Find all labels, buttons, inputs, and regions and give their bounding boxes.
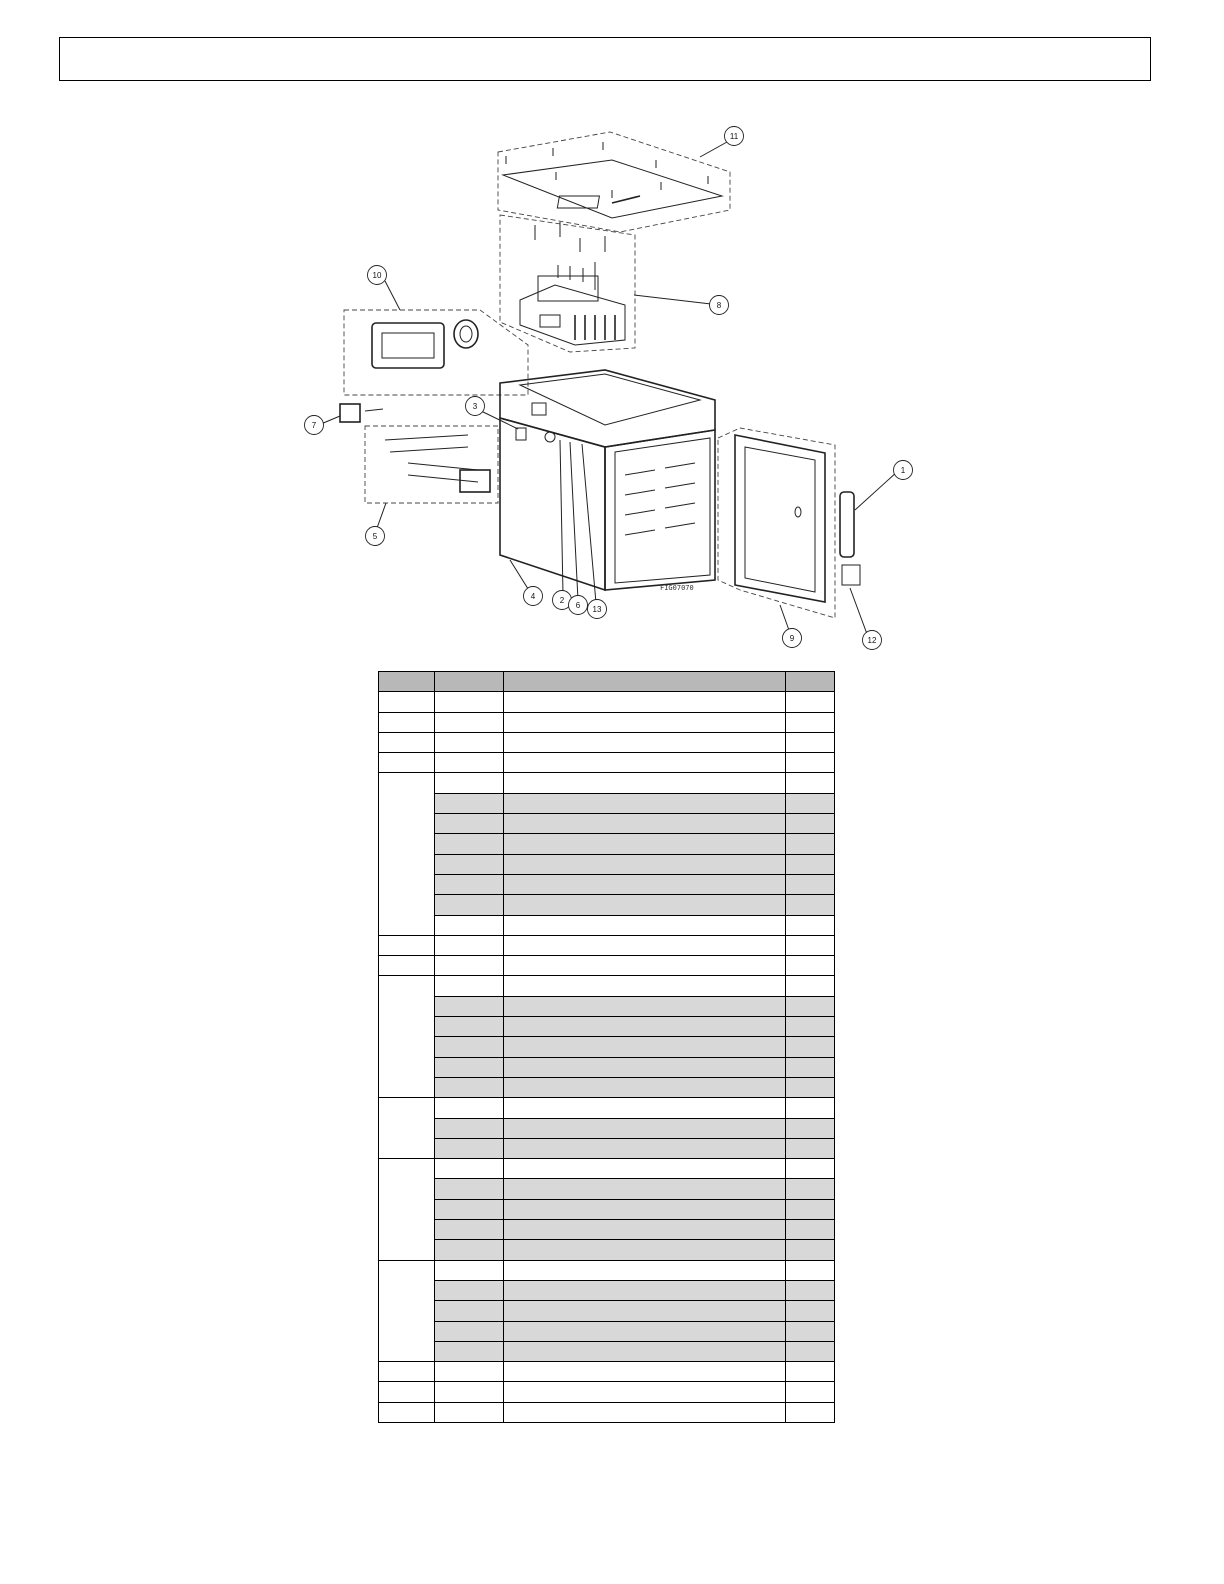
control-module-group (500, 215, 635, 352)
description-cell (504, 1301, 786, 1321)
item-cell (379, 1382, 435, 1402)
part-cell (435, 976, 504, 996)
qty-cell (786, 753, 835, 773)
description-cell (504, 692, 786, 712)
table-row (379, 814, 835, 834)
header-box (59, 37, 1151, 81)
part-cell (435, 732, 504, 752)
part-cell (435, 854, 504, 874)
table-row (379, 793, 835, 813)
latch-group (840, 492, 860, 585)
part-cell (435, 814, 504, 834)
svg-text:11: 11 (729, 132, 739, 141)
qty-cell (786, 1280, 835, 1300)
description-cell (504, 793, 786, 813)
table-row (379, 1402, 835, 1422)
callout-12 (863, 631, 882, 650)
item-cell (379, 773, 435, 935)
description-cell (504, 1179, 786, 1199)
part-cell (435, 1362, 504, 1382)
qty-cell (786, 1179, 835, 1199)
callout-3 (466, 397, 485, 416)
part-cell (435, 1118, 504, 1138)
callout-11 (725, 127, 744, 146)
svg-text:1: 1 (900, 466, 906, 475)
description-cell (504, 834, 786, 854)
description-cell (504, 935, 786, 955)
part-cell (435, 915, 504, 935)
door-group (718, 428, 835, 618)
table-row (379, 895, 835, 915)
table-row (379, 915, 835, 935)
part-cell (435, 956, 504, 976)
table-row (379, 1240, 835, 1260)
table-row (379, 1341, 835, 1361)
col-part-header (435, 672, 504, 692)
description-cell (504, 1220, 786, 1240)
table-row (379, 1199, 835, 1219)
part-cell (435, 1077, 504, 1097)
item-cell (379, 732, 435, 752)
part-cell (435, 1341, 504, 1361)
svg-text:13: 13 (592, 605, 602, 614)
part-cell (435, 935, 504, 955)
svg-text:3: 3 (472, 402, 478, 411)
qty-cell (786, 1382, 835, 1402)
table-row (379, 773, 835, 793)
table-row (379, 692, 835, 712)
table-row (379, 712, 835, 732)
description-cell (504, 1138, 786, 1158)
part-cell (435, 1402, 504, 1422)
item-cell (379, 976, 435, 1098)
svg-text:12: 12 (867, 636, 877, 645)
part-cell (435, 1017, 504, 1037)
description-cell (504, 956, 786, 976)
part-cell (435, 895, 504, 915)
table-row (379, 935, 835, 955)
callout-4 (524, 587, 543, 606)
description-cell (504, 1199, 786, 1219)
part-cell (435, 1179, 504, 1199)
part-cell (435, 773, 504, 793)
item-cell (379, 1260, 435, 1361)
qty-cell (786, 1037, 835, 1057)
qty-cell (786, 956, 835, 976)
description-cell (504, 753, 786, 773)
callout-6 (569, 596, 588, 615)
part-cell (435, 1098, 504, 1118)
table-row (379, 1077, 835, 1097)
item-cell (379, 1402, 435, 1422)
part-cell (435, 692, 504, 712)
part-cell (435, 834, 504, 854)
table-row (379, 1098, 835, 1118)
item-cell (379, 712, 435, 732)
item-cell (379, 692, 435, 712)
svg-text:9: 9 (789, 634, 795, 643)
description-cell (504, 732, 786, 752)
description-cell (504, 1382, 786, 1402)
part-cell (435, 793, 504, 813)
table-row (379, 874, 835, 894)
qty-cell (786, 1301, 835, 1321)
table-row (379, 1118, 835, 1138)
qty-cell (786, 834, 835, 854)
svg-text:4: 4 (530, 592, 536, 601)
exploded-parts-drawing (290, 118, 930, 663)
part-cell (435, 753, 504, 773)
qty-cell (786, 1321, 835, 1341)
part-cell (435, 1321, 504, 1341)
qty-cell (786, 1402, 835, 1422)
description-cell (504, 874, 786, 894)
figure-tag: FIG07070 (660, 584, 694, 592)
part-cell (435, 1199, 504, 1219)
description-cell (504, 915, 786, 935)
qty-cell (786, 793, 835, 813)
description-cell (504, 996, 786, 1016)
qty-cell (786, 854, 835, 874)
callout-1 (894, 461, 913, 480)
item-cell (379, 956, 435, 976)
qty-cell (786, 1118, 835, 1138)
table-row (379, 753, 835, 773)
item-cell (379, 1098, 435, 1159)
table-row (379, 956, 835, 976)
description-cell (504, 814, 786, 834)
item-cell (379, 1362, 435, 1382)
table-row (379, 1037, 835, 1057)
table-row (379, 1362, 835, 1382)
description-cell (504, 1260, 786, 1280)
qty-cell (786, 1240, 835, 1260)
qty-cell (786, 712, 835, 732)
qty-cell (786, 996, 835, 1016)
item-cell (379, 753, 435, 773)
part-cell (435, 1301, 504, 1321)
description-cell (504, 1159, 786, 1179)
table-row (379, 1179, 835, 1199)
qty-cell (786, 1138, 835, 1158)
qty-cell (786, 895, 835, 915)
part-cell (435, 712, 504, 732)
item-cell (379, 935, 435, 955)
svg-text:2: 2 (559, 596, 565, 605)
top-cover-group (498, 132, 730, 232)
svg-text:6: 6 (575, 601, 581, 610)
col-description-header (504, 672, 786, 692)
description-cell (504, 1402, 786, 1422)
qty-cell (786, 1098, 835, 1118)
parts-table-header (379, 672, 835, 692)
description-cell (504, 1057, 786, 1077)
qty-cell (786, 935, 835, 955)
description-cell (504, 1280, 786, 1300)
table-row (379, 996, 835, 1016)
description-cell (504, 1098, 786, 1118)
qty-cell (786, 1341, 835, 1361)
description-cell (504, 1321, 786, 1341)
table-row (379, 1260, 835, 1280)
parts-list-table (378, 671, 835, 1423)
qty-cell (786, 1077, 835, 1097)
qty-cell (786, 1199, 835, 1219)
qty-cell (786, 732, 835, 752)
description-cell (504, 1362, 786, 1382)
part-cell (435, 1382, 504, 1402)
qty-cell (786, 915, 835, 935)
part-cell (435, 1280, 504, 1300)
callout-13 (588, 600, 607, 619)
qty-cell (786, 1220, 835, 1240)
description-cell (504, 1077, 786, 1097)
description-cell (504, 712, 786, 732)
callout-8 (710, 296, 729, 315)
table-row (379, 1057, 835, 1077)
qty-cell (786, 976, 835, 996)
item-cell (379, 1159, 435, 1260)
svg-text:7: 7 (311, 421, 317, 430)
part-cell (435, 1138, 504, 1158)
svg-text:5: 5 (372, 532, 378, 541)
description-cell (504, 1240, 786, 1260)
callout-9 (783, 629, 802, 648)
table-row (379, 1159, 835, 1179)
parts-table-body (379, 692, 835, 1423)
qty-cell (786, 1362, 835, 1382)
qty-cell (786, 773, 835, 793)
table-row (379, 1138, 835, 1158)
callout-7 (305, 416, 324, 435)
callout-10 (368, 266, 387, 285)
description-cell (504, 773, 786, 793)
table-row (379, 1280, 835, 1300)
description-cell (504, 1037, 786, 1057)
description-cell (504, 976, 786, 996)
table-row (379, 1382, 835, 1402)
table-row (379, 1301, 835, 1321)
table-row (379, 976, 835, 996)
table-row (379, 732, 835, 752)
description-cell (504, 1017, 786, 1037)
col-item-header (379, 672, 435, 692)
qty-cell (786, 692, 835, 712)
table-row (379, 1017, 835, 1037)
part-cell (435, 1220, 504, 1240)
table-row (379, 1220, 835, 1240)
cabinet-body (500, 370, 715, 590)
part-cell (435, 1037, 504, 1057)
qty-cell (786, 814, 835, 834)
part-cell (435, 1057, 504, 1077)
description-cell (504, 1341, 786, 1361)
description-cell (504, 854, 786, 874)
qty-cell (786, 1017, 835, 1037)
svg-text:10: 10 (372, 271, 382, 280)
table-row (379, 834, 835, 854)
table-row (379, 854, 835, 874)
part-cell (435, 996, 504, 1016)
table-row (379, 1321, 835, 1341)
description-cell (504, 895, 786, 915)
qty-cell (786, 1057, 835, 1077)
callout-5 (366, 527, 385, 546)
col-qty-header (786, 672, 835, 692)
part-cell (435, 1240, 504, 1260)
part-cell (435, 1260, 504, 1280)
qty-cell (786, 1260, 835, 1280)
part-cell (435, 1159, 504, 1179)
description-cell (504, 1118, 786, 1138)
qty-cell (786, 1159, 835, 1179)
qty-cell (786, 874, 835, 894)
svg-text:8: 8 (716, 301, 722, 310)
element-group (340, 404, 498, 503)
part-cell (435, 874, 504, 894)
